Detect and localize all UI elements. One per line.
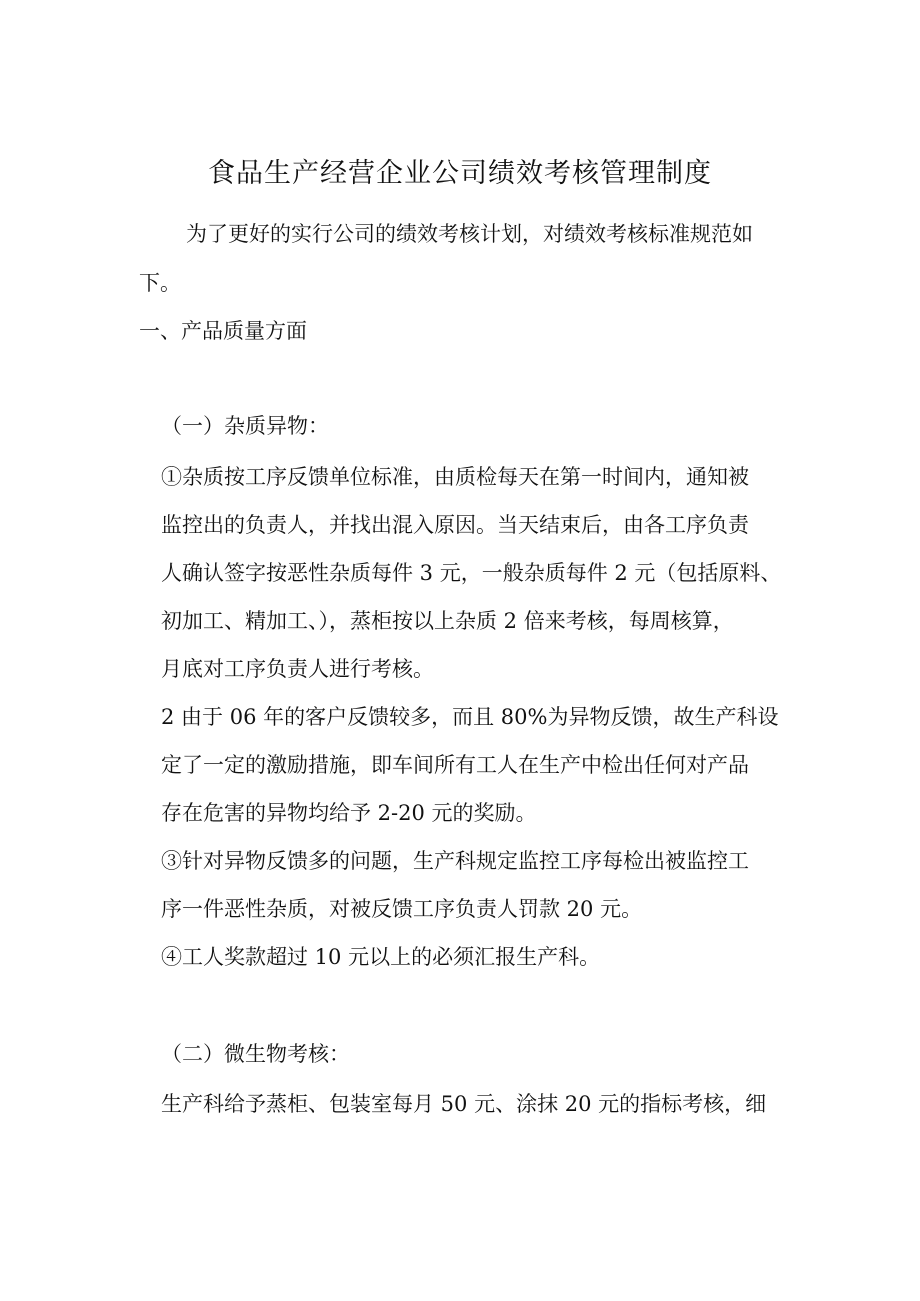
intro-line-2: 下。 [139,271,181,295]
subsection-heading-microbes: （二）微生物考核： [161,1042,350,1066]
paragraph-line: 人确认签字按恶性杂质每件 3 元，一般杂质每件 2 元（包括原料、 [161,561,782,585]
paragraph-line: 生产科给予蒸柜、包装室每月 50 元、涂抹 20 元的指标考核，细 [161,1092,767,1116]
paragraph-line: 序一件恶性杂质，对被反馈工序负责人罚款 20 元。 [161,897,643,921]
paragraph-line: 月底对工序负责人进行考核。 [161,657,434,681]
paragraph-line: 监控出的负责人，并找出混入原因。当天结束后，由各工序负责 [161,513,749,537]
paragraph-line: ④工人奖款超过 10 元以上的必须汇报生产科。 [161,945,601,969]
intro-line-1: 为了更好的实行公司的绩效考核计划，对绩效考核标准规范如 [186,222,753,246]
section-heading-quality: 一、产品质量方面 [139,319,307,343]
paragraph-line: ③针对异物反馈多的问题，生产科规定监控工序每检出被监控工 [161,849,749,873]
paragraph-line: 存在危害的异物均给予 2-20 元的奖励。 [161,801,537,825]
paragraph-line: 2 由于 06 年的客户反馈较多，而且 80%为异物反馈，故生产科设 [161,705,779,729]
paragraph-line: 初加工、精加工、），蒸柜按以上杂质 2 倍来考核，每周核算， [161,609,734,633]
subsection-heading-impurities: （一）杂质异物： [161,414,329,438]
paragraph-line: ①杂质按工序反馈单位标准，由质检每天在第一时间内，通知被 [161,465,749,489]
paragraph-line: 定了一定的激励措施，即车间所有工人在生产中检出任何对产品 [161,753,749,777]
document-title: 食品生产经营企业公司绩效考核管理制度 [208,158,712,189]
